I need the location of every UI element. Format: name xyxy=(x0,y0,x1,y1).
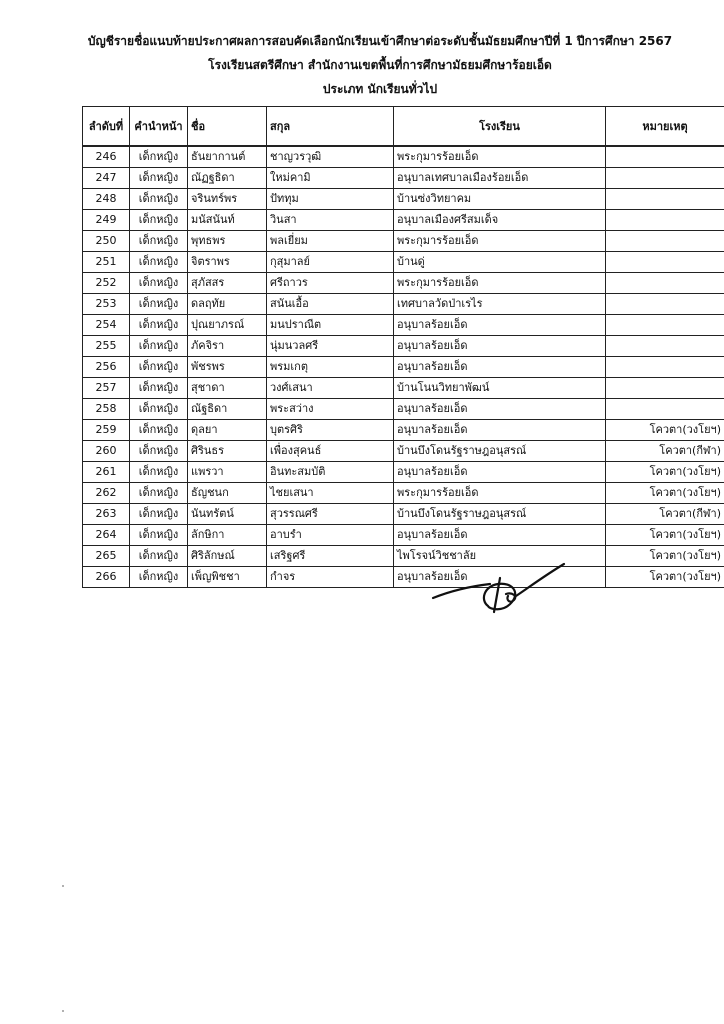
cell-first-name: สุชาดา xyxy=(188,378,267,399)
signature xyxy=(428,560,578,620)
cell-school: บ้านดู่ xyxy=(394,252,606,273)
cell-last-name: เสริฐศรี xyxy=(267,546,394,567)
cell-first-name: พุทธพร xyxy=(188,231,267,252)
cell-note: โควตา(วงโยฯ) xyxy=(606,420,724,441)
cell-note xyxy=(606,357,724,378)
cell-prefix: เด็กหญิง xyxy=(130,378,188,399)
cell-prefix: เด็กหญิง xyxy=(130,168,188,189)
cell-last-name: วินสา xyxy=(267,210,394,231)
cell-no: 253 xyxy=(83,294,130,315)
document-title: บัญชีรายชื่อแนบท้ายประกาศผลการสอบคัดเลือกนักเรียนเข้าศึกษาต่อระดับชั้นมัธยมศึกษาปีที่ 1 ปีการศึกษา 2567 xyxy=(87,34,673,48)
cell-prefix: เด็กหญิง xyxy=(130,189,188,210)
cell-no: 254 xyxy=(83,315,130,336)
cell-first-name: จิตราพร xyxy=(188,252,267,273)
cell-school: อนุบาลร้อยเอ็ด xyxy=(394,567,606,588)
cell-prefix: เด็กหญิง xyxy=(130,525,188,546)
cell-last-name: พรมเกตุ xyxy=(267,357,394,378)
cell-first-name: ณัฏฐธิดา xyxy=(188,168,267,189)
cell-first-name: เพ็ญพิชชา xyxy=(188,567,267,588)
cell-first-name: มนัสนันท์ xyxy=(188,210,267,231)
cell-no: 246 xyxy=(83,146,130,168)
cell-note xyxy=(606,399,724,420)
results-table xyxy=(82,106,724,588)
cell-no: 248 xyxy=(83,189,130,210)
cell-first-name: ศิริลักษณ์ xyxy=(188,546,267,567)
table-row xyxy=(83,357,724,378)
cell-last-name: ใหม่คามิ xyxy=(267,168,394,189)
cell-school: อนุบาลร้อยเอ็ด xyxy=(394,420,606,441)
cell-prefix: เด็กหญิง xyxy=(130,315,188,336)
table-row xyxy=(83,420,724,441)
cell-prefix: เด็กหญิง xyxy=(130,462,188,483)
table-row xyxy=(83,273,724,294)
cell-no: 252 xyxy=(83,273,130,294)
column-header-note: หมายเหตุ xyxy=(606,107,724,147)
table-header xyxy=(83,107,724,147)
cell-school: อนุบาลร้อยเอ็ด xyxy=(394,357,606,378)
cell-no: 260 xyxy=(83,441,130,462)
table-row xyxy=(83,231,724,252)
cell-school: พระกุมารร้อยเอ็ด xyxy=(394,483,606,504)
cell-last-name: กำจร xyxy=(267,567,394,588)
cell-note xyxy=(606,273,724,294)
cell-prefix: เด็กหญิง xyxy=(130,294,188,315)
table-row xyxy=(83,567,724,588)
cell-note xyxy=(606,252,724,273)
table-row xyxy=(83,146,724,168)
cell-last-name: พระสว่าง xyxy=(267,399,394,420)
school-line: โรงเรียนสตรีศึกษา สำนักงานเขตพื้นที่การศึกษามัธยมศึกษาร้อยเอ็ด xyxy=(208,58,552,72)
cell-prefix: เด็กหญิง xyxy=(130,420,188,441)
cell-prefix: เด็กหญิง xyxy=(130,546,188,567)
cell-first-name: ดลฤทัย xyxy=(188,294,267,315)
cell-prefix: เด็กหญิง xyxy=(130,336,188,357)
cell-school: บ้านโนนวิทยาพัฒน์ xyxy=(394,378,606,399)
cell-first-name: แพรวา xyxy=(188,462,267,483)
cell-prefix: เด็กหญิง xyxy=(130,273,188,294)
cell-last-name: อาบรำ xyxy=(267,525,394,546)
cell-first-name: สุภัสสร xyxy=(188,273,267,294)
cell-prefix: เด็กหญิง xyxy=(130,231,188,252)
cell-prefix: เด็กหญิง xyxy=(130,146,188,168)
cell-no: 255 xyxy=(83,336,130,357)
table-body xyxy=(83,146,724,588)
cell-note xyxy=(606,315,724,336)
cell-school: ไพโรจน์วิชชาลัย xyxy=(394,546,606,567)
cell-school: อนุบาลร้อยเอ็ด xyxy=(394,399,606,420)
cell-first-name: ดุลยา xyxy=(188,420,267,441)
cell-school: พระกุมารร้อยเอ็ด xyxy=(394,273,606,294)
cell-first-name: ศิรินธร xyxy=(188,441,267,462)
cell-note: โควตา(กีฬา) xyxy=(606,441,724,462)
cell-no: 264 xyxy=(83,525,130,546)
table-row xyxy=(83,252,724,273)
cell-prefix: เด็กหญิง xyxy=(130,399,188,420)
cell-note xyxy=(606,294,724,315)
cell-note: โควตา(วงโยฯ) xyxy=(606,567,724,588)
cell-first-name: ปุณยาภรณ์ xyxy=(188,315,267,336)
column-header-prefix: คำนำหน้า xyxy=(130,107,188,147)
cell-note xyxy=(606,336,724,357)
table-row xyxy=(83,378,724,399)
cell-last-name: ปัททุม xyxy=(267,189,394,210)
cell-note xyxy=(606,189,724,210)
cell-last-name: มนปราณีต xyxy=(267,315,394,336)
cell-note xyxy=(606,231,724,252)
table-row xyxy=(83,168,724,189)
cell-prefix: เด็กหญิง xyxy=(130,210,188,231)
cell-no: 257 xyxy=(83,378,130,399)
column-header-first-name: ชื่อ xyxy=(188,107,267,147)
cell-first-name: ภัคจิรา xyxy=(188,336,267,357)
cell-school: พระกุมารร้อยเอ็ด xyxy=(394,231,606,252)
cell-no: 251 xyxy=(83,252,130,273)
scan-speck xyxy=(62,1010,64,1012)
cell-school: พระกุมารร้อยเอ็ด xyxy=(394,146,606,168)
cell-prefix: เด็กหญิง xyxy=(130,504,188,525)
cell-note: โควตา(กีฬา) xyxy=(606,504,724,525)
cell-first-name: จรินทร์พร xyxy=(188,189,267,210)
cell-school: บ้านบึงโดนรัฐราษฎอนุสรณ์ xyxy=(394,441,606,462)
column-header-last-name: สกุล xyxy=(267,107,394,147)
cell-no: 250 xyxy=(83,231,130,252)
cell-last-name: อินทะสมบัติ xyxy=(267,462,394,483)
table-row xyxy=(83,483,724,504)
cell-school: อนุบาลร้อยเอ็ด xyxy=(394,525,606,546)
cell-note xyxy=(606,168,724,189)
cell-first-name: นันทรัตน์ xyxy=(188,504,267,525)
cell-no: 247 xyxy=(83,168,130,189)
cell-school: อนุบาลเมืองศรีสมเด็จ xyxy=(394,210,606,231)
cell-no: 263 xyxy=(83,504,130,525)
cell-note xyxy=(606,210,724,231)
cell-last-name: บุตรศิริ xyxy=(267,420,394,441)
cell-prefix: เด็กหญิง xyxy=(130,252,188,273)
cell-note xyxy=(606,378,724,399)
cell-last-name: นุ่มนวลศรี xyxy=(267,336,394,357)
cell-last-name: ชาญวรวุฒิ xyxy=(267,146,394,168)
cell-school: อนุบาลร้อยเอ็ด xyxy=(394,336,606,357)
cell-prefix: เด็กหญิง xyxy=(130,483,188,504)
table-row xyxy=(83,525,724,546)
cell-no: 262 xyxy=(83,483,130,504)
column-header-no: ลำดับที่ xyxy=(83,107,130,147)
cell-school: บ้านซ่งวิทยาคม xyxy=(394,189,606,210)
cell-last-name: พลเยี่ยม xyxy=(267,231,394,252)
cell-prefix: เด็กหญิง xyxy=(130,441,188,462)
cell-school: บ้านบึงโดนรัฐราษฎอนุสรณ์ xyxy=(394,504,606,525)
cell-school: เทศบาลวัดป่าเรไร xyxy=(394,294,606,315)
cell-last-name: ไชยเสนา xyxy=(267,483,394,504)
cell-school: อนุบาลร้อยเอ็ด xyxy=(394,315,606,336)
table-row xyxy=(83,441,724,462)
cell-first-name: ลักษิกา xyxy=(188,525,267,546)
table-row xyxy=(83,210,724,231)
cell-last-name: สุวรรณศรี xyxy=(267,504,394,525)
cell-note: โควตา(วงโยฯ) xyxy=(606,462,724,483)
cell-first-name: ธัญชนก xyxy=(188,483,267,504)
cell-note: โควตา(วงโยฯ) xyxy=(606,525,724,546)
cell-no: 266 xyxy=(83,567,130,588)
table-row xyxy=(83,399,724,420)
header-row xyxy=(83,107,724,147)
cell-note: โควตา(วงโยฯ) xyxy=(606,546,724,567)
cell-first-name: พัชรพร xyxy=(188,357,267,378)
cell-no: 265 xyxy=(83,546,130,567)
table-row xyxy=(83,294,724,315)
cell-first-name: ณัฐธิดา xyxy=(188,399,267,420)
table-row xyxy=(83,504,724,525)
table-row xyxy=(83,336,724,357)
cell-last-name: เพื่องสุคนธ์ xyxy=(267,441,394,462)
cell-no: 259 xyxy=(83,420,130,441)
cell-last-name: สนันเอื้อ xyxy=(267,294,394,315)
cell-prefix: เด็กหญิง xyxy=(130,357,188,378)
cell-last-name: ศรีถาวร xyxy=(267,273,394,294)
cell-no: 256 xyxy=(83,357,130,378)
cell-prefix: เด็กหญิง xyxy=(130,567,188,588)
cell-no: 249 xyxy=(83,210,130,231)
cell-note xyxy=(606,146,724,168)
column-header-school: โรงเรียน xyxy=(394,107,606,147)
scan-speck xyxy=(62,885,64,887)
cell-no: 258 xyxy=(83,399,130,420)
category-line: ประเภท นักเรียนทั่วไป xyxy=(322,82,438,96)
table-row xyxy=(83,546,724,567)
cell-last-name: วงศ์เสนา xyxy=(267,378,394,399)
cell-last-name: กุสุมาลย์ xyxy=(267,252,394,273)
table-row xyxy=(83,189,724,210)
cell-school: อนุบาลเทศบาลเมืองร้อยเอ็ด xyxy=(394,168,606,189)
cell-note: โควตา(วงโยฯ) xyxy=(606,483,724,504)
cell-first-name: ธันยากานต์ xyxy=(188,146,267,168)
table-row xyxy=(83,315,724,336)
cell-school: อนุบาลร้อยเอ็ด xyxy=(394,462,606,483)
table-row xyxy=(83,462,724,483)
cell-no: 261 xyxy=(83,462,130,483)
